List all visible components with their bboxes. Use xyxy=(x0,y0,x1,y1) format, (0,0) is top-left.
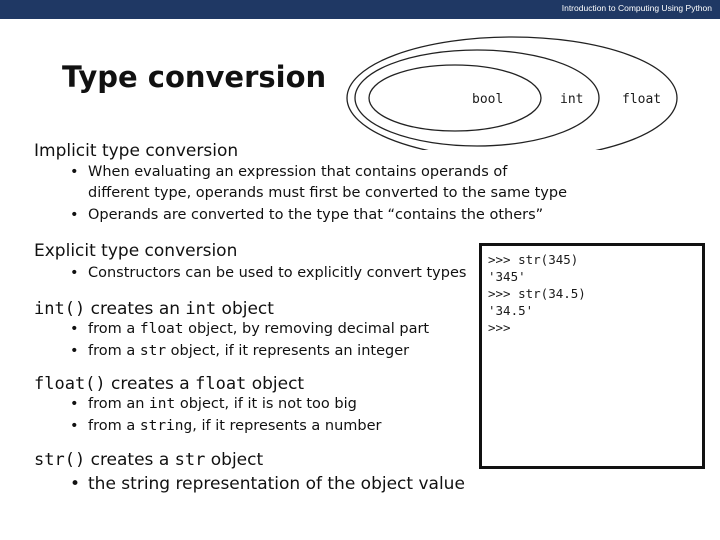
bullet-text: from a xyxy=(88,418,140,434)
implicit-heading: Implicit type conversion xyxy=(34,141,239,161)
implicit-bullet-2 xyxy=(70,207,543,223)
bullet-code: str xyxy=(139,343,167,359)
str-section-heading xyxy=(34,450,263,470)
float-constructor-code: float() xyxy=(34,374,106,394)
int-label: int xyxy=(560,92,584,107)
bullet-code: float xyxy=(139,321,184,337)
implicit-bullet-1 xyxy=(70,164,507,180)
int-bullet-1 xyxy=(70,321,429,337)
bullet-dot: • xyxy=(70,321,79,337)
bullet-dot: • xyxy=(70,265,79,281)
bullet-text: from a xyxy=(88,321,140,337)
bullet-text: object, if it is not too big xyxy=(175,396,357,412)
explicit-heading: Explicit type conversion xyxy=(34,241,238,261)
bullet-text: Operands are converted to the type that “contains the others” xyxy=(88,207,544,223)
bullet-text: from a xyxy=(88,343,140,359)
bullet-text: , if it represents a number xyxy=(192,418,382,434)
bullet-dot: • xyxy=(70,207,79,223)
bullet-dot: • xyxy=(70,396,79,412)
float-section-heading xyxy=(34,374,304,394)
type-word: float xyxy=(195,374,247,394)
bullet-text: object, by removing decimal part xyxy=(183,321,430,337)
heading-text: object xyxy=(205,450,264,470)
bullet-text: object, if it represents an integer xyxy=(166,343,410,359)
bullet-dot: • xyxy=(70,164,79,180)
bullet-text: Constructors can be used to explicitly convert types xyxy=(88,265,467,281)
explicit-bullet xyxy=(70,265,466,281)
int-section-heading xyxy=(34,299,274,319)
bool-ellipse xyxy=(369,65,541,131)
heading-text: object xyxy=(216,299,274,319)
float-bullet-1 xyxy=(70,396,357,412)
course-title: Introduction to Computing Using Python xyxy=(561,3,712,13)
bullet-text: When evaluating an expression that contains operands of xyxy=(88,164,508,180)
bullet-code: int xyxy=(149,396,176,412)
bullet-text: the string representation of the object value xyxy=(88,474,465,494)
bullet-dot: • xyxy=(70,418,79,434)
heading-text: object xyxy=(246,374,305,394)
float-label: float xyxy=(622,92,662,107)
bullet-dot: • xyxy=(70,343,79,359)
float-bullet-2 xyxy=(70,418,381,434)
bullet-dot: • xyxy=(70,474,81,494)
bullet-code: string xyxy=(139,418,193,434)
int-bullet-2 xyxy=(70,343,409,359)
type-word: int xyxy=(185,299,217,319)
code-line: >>> str(34.5) xyxy=(488,286,586,301)
type-word: str xyxy=(174,450,206,470)
heading-text: creates an xyxy=(85,299,186,319)
bullet-text: different type, operands must first be converted to the same type xyxy=(88,185,568,201)
python-shell-box xyxy=(479,243,705,469)
slide-title: Type conversion xyxy=(62,60,327,94)
implicit-bullet-1-cont xyxy=(88,185,567,201)
type-venn-diagram xyxy=(0,0,720,150)
heading-text: creates a xyxy=(105,374,196,394)
str-constructor-code: str() xyxy=(34,450,86,470)
bullet-text: from an xyxy=(88,396,150,412)
code-line: >>> xyxy=(488,320,511,335)
bool-label: bool xyxy=(472,92,504,107)
int-constructor-code: int() xyxy=(34,299,86,319)
str-bullet xyxy=(70,474,465,494)
code-line: '34.5' xyxy=(488,303,534,318)
code-line: >>> str(345) xyxy=(488,252,579,267)
code-line: '345' xyxy=(488,269,526,284)
heading-text: creates a xyxy=(85,450,175,470)
